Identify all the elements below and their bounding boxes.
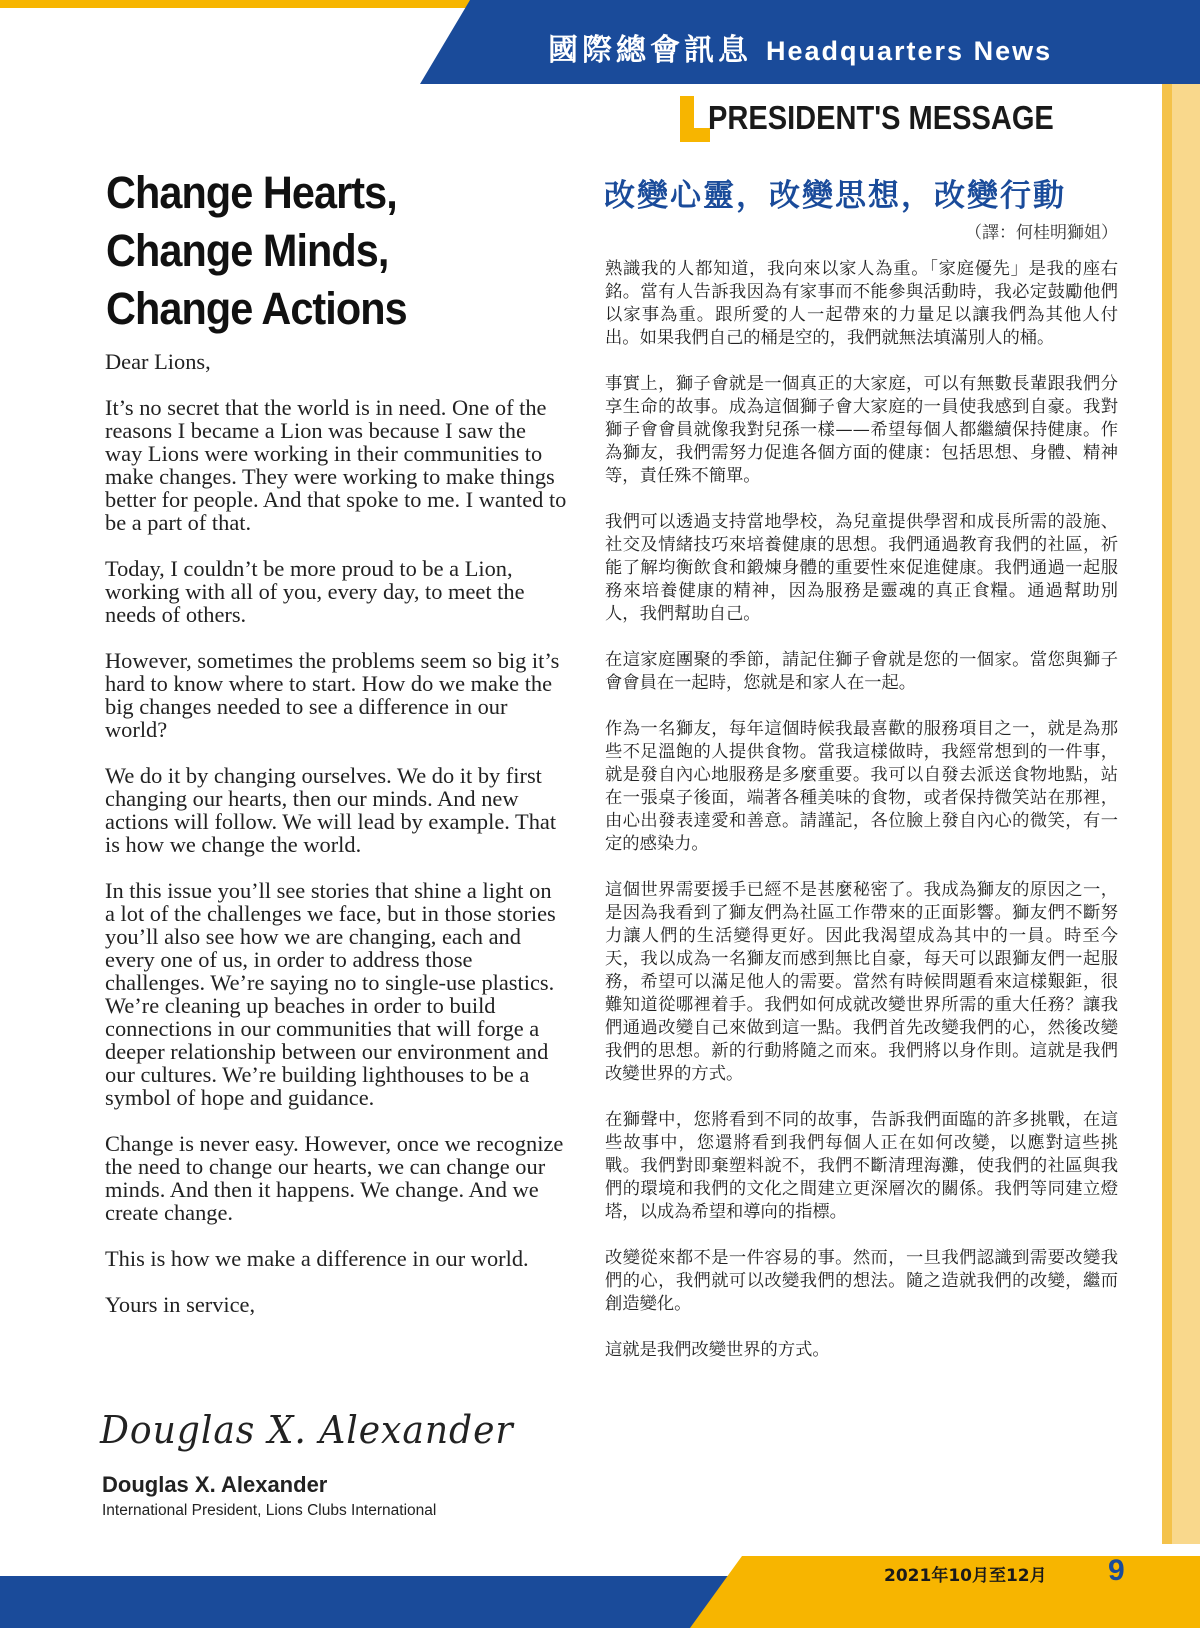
english-letter-body bbox=[105, 350, 567, 1339]
english-headline bbox=[106, 164, 566, 338]
chinese-paragraph: 在獅聲中，您將看到不同的故事，告訴我們面臨的許多挑戰，在這些故事中，您還將看到我們每個人正在如何改變，以應對這些挑戰。我們對即棄塑料說不，我們不斷清理海灘，使我們的社區與我們的環境和我們的文化之間建立更深層次的關係。我們等同建立燈塔，以成為希望和導向的指標。 bbox=[605, 1110, 1118, 1222]
english-paragraph: In this issue you’ll see stories that shine a light on a lot of the challenges we face, but in those stories you’ll also see how we are changing, each and every one of us, in order to address those challenges. We’re saying no to single-use plastics. We’re cleaning up beaches in order to build connections in our communities that will forge a deeper relationship between our environment and our cultures. We’re building lighthouses to be a symbol of hope and guidance. bbox=[105, 878, 556, 1110]
english-headline-line: Change Hearts, bbox=[106, 167, 397, 218]
header-title bbox=[548, 26, 1188, 76]
chinese-paragraph: 這就是我們改變世界的方式。 bbox=[605, 1340, 830, 1360]
section-marker-horizontal bbox=[680, 128, 710, 142]
signatory-name: Douglas X. Alexander bbox=[102, 1472, 328, 1497]
handwritten-signature: Douglas X. Alexander bbox=[100, 1408, 514, 1452]
english-paragraph: Yours in service, bbox=[105, 1292, 256, 1317]
header-title-en: Headquarters News bbox=[766, 36, 1053, 66]
signatory-role: International President, Lions Clubs International bbox=[102, 1502, 437, 1519]
english-headline-line: Change Minds, bbox=[106, 225, 389, 276]
english-paragraph: This is how we make a difference in our world. bbox=[105, 1246, 529, 1271]
english-paragraph: It’s no secret that the world is in need. One of the reasons I became a Lion was because I saw the way Lions were working in their communities to make changes. They were working to make things better for people. And that spoke to me. I wanted to be a part of that. bbox=[105, 395, 567, 535]
issue-date: 2021年10月至12月 bbox=[884, 1566, 1047, 1586]
english-paragraph: We do it by changing ourselves. We do it by first changing our hearts, then our minds. And new actions will follow. We will lead by example. That is how we change the world. bbox=[105, 763, 557, 857]
chinese-paragraph: 事實上，獅子會就是一個真正的大家庭，可以有無數長輩跟我們分享生命的故事。成為這個獅子會大家庭的一員使我感到自豪。我對獅子會會員就像我對兒孫一樣——希望每個人都繼續保持健康。作為獅友，我們需努力促進各個方面的健康：包括思想、身體、精神等，責任殊不簡單。 bbox=[605, 374, 1118, 486]
english-paragraph: Today, I couldn’t be more proud to be a Lion, working with all of you, every day, to meet the needs of others. bbox=[105, 556, 525, 627]
chinese-paragraph: 在這家庭團聚的季節，請記住獅子會就是您的一個家。當您與獅子會會員在一起時，您就是和家人在一起。 bbox=[605, 650, 1118, 693]
chinese-letter-body bbox=[605, 258, 1118, 1385]
right-decorative-bar-accent bbox=[1162, 84, 1172, 1544]
chinese-headline: 改變心靈，改變思想，改變行動 bbox=[604, 178, 1066, 214]
english-paragraph: However, sometimes the problems seem so big it’s hard to know where to start. How do we make the big changes needed to see a difference in our world? bbox=[105, 648, 560, 742]
section-title: PRESIDENT'S MESSAGE bbox=[708, 99, 1054, 136]
chinese-paragraph: 熟識我的人都知道，我向來以家人為重。「家庭優先」是我的座右銘。當有人告訴我因為有家事而不能參與活動時，我必定鼓勵他們以家事為重。跟所愛的人一起帶來的力量足以讓我們為其他人付出。如果我們自己的桶是空的，我們就無法填滿別人的桶。 bbox=[605, 259, 1118, 348]
chinese-paragraph: 改變從來都不是一件容易的事。然而，一旦我們認識到需要改變我們的心，我們就可以改變我們的想法。隨之造就我們的改變，繼而創造變化。 bbox=[605, 1248, 1118, 1314]
header-white-area bbox=[0, 0, 490, 84]
translator-credit: （譯：何桂明獅姐） bbox=[965, 223, 1118, 243]
chinese-paragraph: 我們可以透過支持當地學校，為兒童提供學習和成長所需的設施、社交及情緒技巧來培養健康的思想。我們通過教育我們的社區，祈能了解均衡飲食和鍛煉身體的重要性來促進健康。我們通過一起服務來培養健康的精神，因為服務是靈魂的真正食糧。通過幫助別人，我們幫助自己。 bbox=[605, 512, 1118, 624]
english-paragraph: Change is never easy. However, once we recognize the need to change our hearts, we can change our minds. And then it happens. We change. And we create change. bbox=[105, 1131, 564, 1225]
page-number: 9 bbox=[1108, 1554, 1125, 1587]
english-headline-line: Change Actions bbox=[106, 283, 407, 334]
english-paragraph: Dear Lions, bbox=[105, 349, 211, 374]
header-title-zh: 國際總會訊息 bbox=[548, 33, 752, 68]
chinese-paragraph: 這個世界需要援手已經不是甚麼秘密了。我成為獅友的原因之一，是因為我看到了獅友們為社區工作帶來的正面影響。獅友們不斷努力讓人們的生活變得更好。因此我渴望成為其中的一員。時至今天，我以成為一名獅友而感到無比自豪，每天可以跟獅友們一起服務，希望可以滿足他人的需要。當然有時候問題看來這樣艱鉅，很難知道從哪裡着手。我們如何成就改變世界所需的重大任務？讓我們通過改變自己來做到這一點。我們首先改變我們的心，然後改變我們的思想。新的行動將隨之而來。我們將以身作則。這就是我們改變世界的方式。 bbox=[605, 880, 1118, 1084]
chinese-paragraph: 作為一名獅友，每年這個時候我最喜歡的服務項目之一，就是為那些不足溫飽的人提供食物。當我這樣做時，我經常想到的一件事，就是發自內心地服務是多麼重要。我可以自發去派送食物地點，站在一張桌子後面，端著各種美味的食物，或者保持微笑站在那裡，由心出發表達愛和善意。請謹記，各位臉上發自內心的微笑，有一定的感染力。 bbox=[605, 719, 1118, 854]
